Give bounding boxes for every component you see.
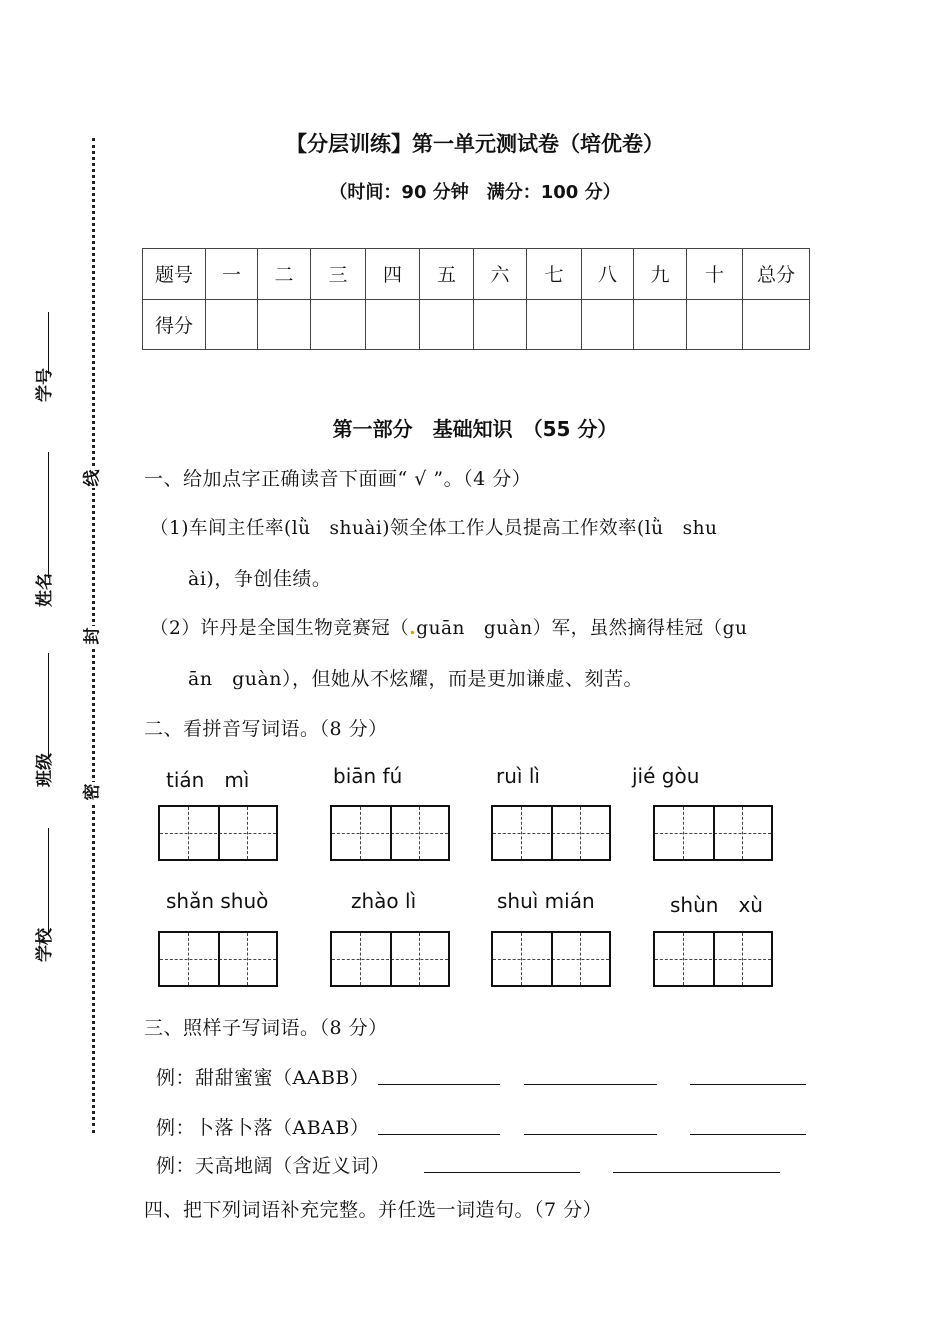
answer-blank[interactable] — [378, 1134, 500, 1135]
label-school: 学校 — [35, 928, 55, 962]
writing-box[interactable] — [158, 805, 278, 861]
writing-box[interactable] — [653, 931, 773, 987]
score-header-cell: 三 — [311, 249, 366, 300]
class-blank — [48, 653, 49, 757]
pinyin-label: ruì lì — [496, 764, 540, 788]
writing-box[interactable] — [491, 805, 611, 861]
score-header-row — [143, 249, 810, 300]
q3-title: 三、照样子写词语。（8 分） — [144, 1017, 388, 1039]
writing-box[interactable] — [491, 931, 611, 987]
score-value-row — [143, 299, 810, 350]
q3-example-2: 例：卜落卜落（ABAB） — [156, 1117, 370, 1139]
seal-char-feng: 封 — [82, 627, 102, 645]
score-cell[interactable] — [743, 299, 810, 350]
score-cell[interactable] — [474, 299, 527, 350]
answer-blank[interactable] — [690, 1134, 806, 1135]
score-header-cell: 十 — [687, 249, 743, 300]
student-no-blank — [48, 312, 49, 374]
score-cell[interactable] — [311, 299, 366, 350]
q1-item1-line1: （1)车间主任率(lǜ shuài)领全体工作人员提高工作效率(lǜ shu — [150, 518, 718, 539]
pinyin-label: jié gòu — [632, 764, 700, 788]
score-cell[interactable] — [366, 299, 420, 350]
writing-box[interactable] — [330, 805, 450, 861]
q1-title: 一、给加点字正确读音下面画“ √ ”。（4 分） — [144, 468, 532, 490]
score-row-label: 得分 — [143, 299, 206, 350]
score-header-cell: 七 — [527, 249, 582, 300]
school-blank — [48, 828, 49, 934]
seal-char-mi: 密 — [82, 783, 102, 801]
score-cell[interactable] — [206, 299, 258, 350]
score-header-cell: 四 — [366, 249, 420, 300]
score-header-cell: 六 — [474, 249, 527, 300]
part1-title: 第一部分 基础知识 （55 分） — [332, 417, 618, 441]
label-class: 班级 — [35, 753, 55, 787]
answer-blank[interactable] — [378, 1084, 500, 1085]
score-header-cell: 五 — [420, 249, 474, 300]
answer-blank[interactable] — [690, 1084, 806, 1085]
page-subtitle: （时间：90 分钟 满分：100 分） — [329, 182, 621, 203]
score-cell[interactable] — [582, 299, 634, 350]
answer-blank[interactable] — [613, 1172, 780, 1173]
q1-item1-line2: ài)，争创佳绩。 — [188, 568, 332, 590]
q3-example-3: 例：天高地阔（含近义词） — [156, 1155, 391, 1177]
page-title: 【分层训练】第一单元测试卷（培优卷） — [286, 132, 664, 156]
writing-box[interactable] — [330, 931, 450, 987]
score-header-cell: 二 — [258, 249, 311, 300]
score-cell[interactable] — [634, 299, 687, 350]
answer-blank[interactable] — [424, 1172, 580, 1173]
score-cell[interactable] — [420, 299, 474, 350]
answer-blank[interactable] — [524, 1084, 657, 1085]
q1-item2-text-b: guān guàn）军，虽然摘得桂冠（gu — [416, 618, 748, 639]
score-cell[interactable] — [527, 299, 582, 350]
q3-example-1: 例：甜甜蜜蜜（AABB） — [156, 1067, 370, 1089]
emphasis-dot: . — [409, 618, 417, 639]
score-header-cell: 一 — [206, 249, 258, 300]
score-header-cell: 题号 — [143, 249, 206, 300]
score-cell[interactable] — [687, 299, 743, 350]
q4-title: 四、把下列词语补充完整。并任选一词造句。（7 分） — [144, 1199, 603, 1221]
pinyin-label: zhào lì — [351, 889, 417, 913]
writing-box[interactable] — [158, 931, 278, 987]
q1-item2-line2: ān guàn），但她从不炫耀，而是更加谦虚、刻苦。 — [188, 668, 644, 690]
q1-item2-line1 — [150, 614, 747, 640]
writing-box[interactable] — [653, 805, 773, 861]
pinyin-label: shuì mián — [497, 889, 595, 913]
q1-item2-text-a: （2）许丹是全国生物竞赛冠（ — [150, 618, 410, 639]
label-name: 姓名 — [35, 573, 55, 607]
score-cell[interactable] — [258, 299, 311, 350]
pinyin-label: tián mì — [166, 768, 250, 792]
score-header-cell: 八 — [582, 249, 634, 300]
label-student-no: 学号 — [35, 368, 55, 402]
pinyin-label: biān fú — [333, 764, 403, 788]
score-table — [142, 248, 810, 350]
score-header-cell: 九 — [634, 249, 687, 300]
name-blank — [48, 452, 49, 578]
seal-char-line: 线 — [82, 469, 102, 487]
score-header-cell: 总分 — [743, 249, 810, 300]
pinyin-label: shùn xù — [670, 893, 763, 917]
answer-blank[interactable] — [524, 1134, 657, 1135]
q2-title: 二、看拼音写词语。（8 分） — [144, 718, 388, 740]
pinyin-label: shǎn shuò — [166, 889, 269, 913]
